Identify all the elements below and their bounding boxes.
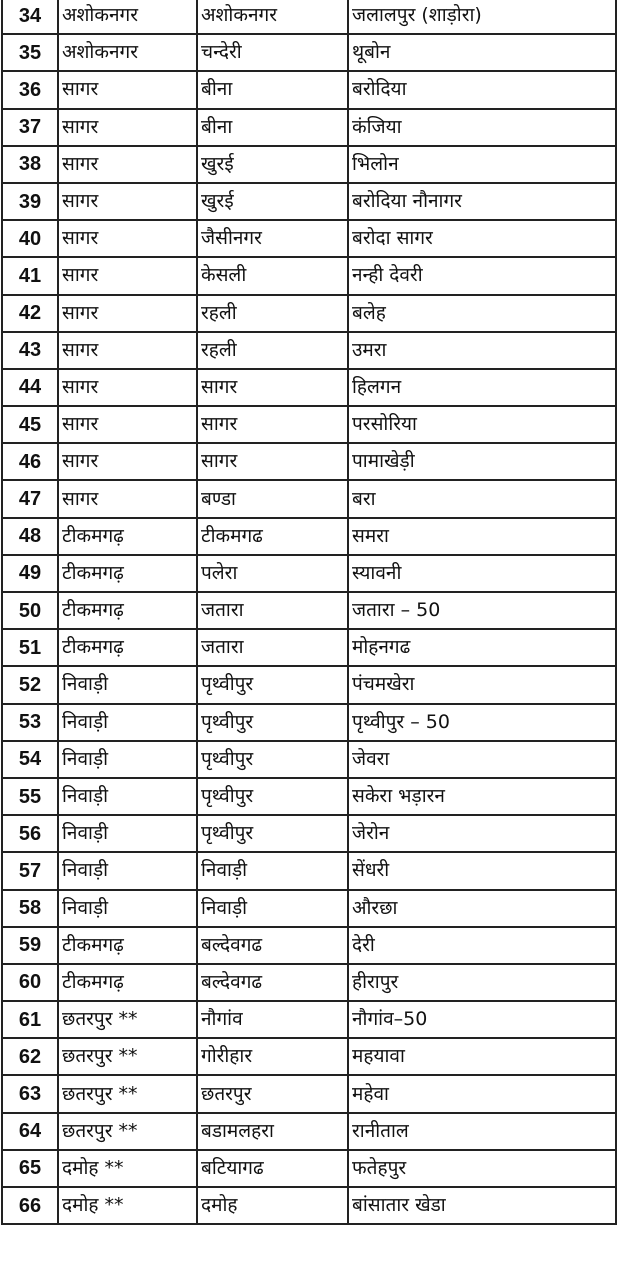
block-cell: बीना xyxy=(197,109,348,146)
district-cell: छतरपुर ** xyxy=(58,1075,197,1112)
table-row xyxy=(2,555,616,592)
block-cell: पृथ्वीपुर xyxy=(197,815,348,852)
district-cell: सागर xyxy=(58,480,197,517)
serial-number-cell: 58 xyxy=(2,890,58,927)
table-row xyxy=(2,1150,616,1187)
serial-number-cell: 51 xyxy=(2,629,58,666)
block-cell: जतारा xyxy=(197,629,348,666)
district-cell: दमोह ** xyxy=(58,1187,197,1224)
district-cell: टीकमगढ़ xyxy=(58,629,197,666)
place-cell: स्यावनी xyxy=(348,555,616,592)
place-cell: पंचमखेरा xyxy=(348,666,616,703)
block-cell: पृथ्वीपुर xyxy=(197,666,348,703)
block-cell: नौगांव xyxy=(197,1001,348,1038)
serial-number-cell: 42 xyxy=(2,295,58,332)
serial-number-cell: 53 xyxy=(2,704,58,741)
place-cell: जेवरा xyxy=(348,741,616,778)
place-cell: भिलोन xyxy=(348,146,616,183)
table-row xyxy=(2,964,616,1001)
table-row xyxy=(2,257,616,294)
district-cell: निवाड़ी xyxy=(58,666,197,703)
place-cell: बरा xyxy=(348,480,616,517)
place-cell: नन्ही देवरी xyxy=(348,257,616,294)
table-row xyxy=(2,443,616,480)
district-cell: सागर xyxy=(58,406,197,443)
place-cell: जलालपुर (शाड़ोरा) xyxy=(348,0,616,34)
district-cell: अशोकनगर xyxy=(58,0,197,34)
table-row xyxy=(2,1075,616,1112)
block-cell: केसली xyxy=(197,257,348,294)
serial-number-cell: 37 xyxy=(2,109,58,146)
place-cell: थूबोन xyxy=(348,34,616,71)
place-cell: पामाखेड़ी xyxy=(348,443,616,480)
district-cell: टीकमगढ़ xyxy=(58,555,197,592)
table-row xyxy=(2,852,616,889)
district-cell: टीकमगढ़ xyxy=(58,964,197,1001)
locations-table xyxy=(1,0,617,1225)
district-cell: छतरपुर ** xyxy=(58,1001,197,1038)
serial-number-cell: 60 xyxy=(2,964,58,1001)
table-row xyxy=(2,927,616,964)
table-row xyxy=(2,778,616,815)
table-row xyxy=(2,0,616,34)
table-row xyxy=(2,369,616,406)
district-cell: निवाड़ी xyxy=(58,778,197,815)
block-cell: छतरपुर xyxy=(197,1075,348,1112)
place-cell: देरी xyxy=(348,927,616,964)
serial-number-cell: 45 xyxy=(2,406,58,443)
table-row xyxy=(2,1038,616,1075)
serial-number-cell: 64 xyxy=(2,1113,58,1150)
block-cell: टीकमगढ xyxy=(197,518,348,555)
block-cell: चन्देरी xyxy=(197,34,348,71)
district-cell: टीकमगढ़ xyxy=(58,927,197,964)
serial-number-cell: 57 xyxy=(2,852,58,889)
serial-number-cell: 55 xyxy=(2,778,58,815)
district-cell: सागर xyxy=(58,369,197,406)
table-row xyxy=(2,480,616,517)
district-cell: टीकमगढ़ xyxy=(58,592,197,629)
district-cell: निवाड़ी xyxy=(58,704,197,741)
place-cell: कंजिया xyxy=(348,109,616,146)
block-cell: पृथ्वीपुर xyxy=(197,741,348,778)
table-row xyxy=(2,1001,616,1038)
serial-number-cell: 62 xyxy=(2,1038,58,1075)
district-cell: छतरपुर ** xyxy=(58,1038,197,1075)
place-cell: उमरा xyxy=(348,332,616,369)
block-cell: गोरीहार xyxy=(197,1038,348,1075)
table-row xyxy=(2,146,616,183)
place-cell: महयावा xyxy=(348,1038,616,1075)
block-cell: दमोह xyxy=(197,1187,348,1224)
place-cell: हीरापुर xyxy=(348,964,616,1001)
table-row xyxy=(2,332,616,369)
table-row xyxy=(2,109,616,146)
block-cell: खुरई xyxy=(197,146,348,183)
table-row xyxy=(2,815,616,852)
table-row xyxy=(2,666,616,703)
table-row xyxy=(2,183,616,220)
place-cell: महेवा xyxy=(348,1075,616,1112)
table-row xyxy=(2,890,616,927)
district-cell: सागर xyxy=(58,146,197,183)
serial-number-cell: 56 xyxy=(2,815,58,852)
place-cell: मोहनगढ xyxy=(348,629,616,666)
block-cell: बण्डा xyxy=(197,480,348,517)
district-cell: सागर xyxy=(58,295,197,332)
block-cell: पलेरा xyxy=(197,555,348,592)
place-cell: जेरोन xyxy=(348,815,616,852)
table-row xyxy=(2,704,616,741)
place-cell: नौगांव–50 xyxy=(348,1001,616,1038)
serial-number-cell: 50 xyxy=(2,592,58,629)
place-cell: पृथ्वीपुर – 50 xyxy=(348,704,616,741)
block-cell: सागर xyxy=(197,406,348,443)
place-cell: बरोदिया नौनागर xyxy=(348,183,616,220)
serial-number-cell: 66 xyxy=(2,1187,58,1224)
place-cell: औरछा xyxy=(348,890,616,927)
block-cell: निवाड़ी xyxy=(197,890,348,927)
table-row xyxy=(2,518,616,555)
district-cell: निवाड़ी xyxy=(58,890,197,927)
serial-number-cell: 61 xyxy=(2,1001,58,1038)
serial-number-cell: 47 xyxy=(2,480,58,517)
table-row xyxy=(2,220,616,257)
table-row xyxy=(2,592,616,629)
block-cell: पृथ्वीपुर xyxy=(197,704,348,741)
district-cell: सागर xyxy=(58,71,197,108)
block-cell: निवाड़ी xyxy=(197,852,348,889)
block-cell: बटियागढ xyxy=(197,1150,348,1187)
block-cell: खुरई xyxy=(197,183,348,220)
serial-number-cell: 41 xyxy=(2,257,58,294)
block-cell: अशोकनगर xyxy=(197,0,348,34)
district-cell: निवाड़ी xyxy=(58,852,197,889)
place-cell: रानीताल xyxy=(348,1113,616,1150)
table-row xyxy=(2,34,616,71)
serial-number-cell: 44 xyxy=(2,369,58,406)
place-cell: बलेह xyxy=(348,295,616,332)
place-cell: बरोदिया xyxy=(348,71,616,108)
place-cell: जतारा – 50 xyxy=(348,592,616,629)
place-cell: फतेहपुर xyxy=(348,1150,616,1187)
district-cell: सागर xyxy=(58,257,197,294)
district-cell: अशोकनगर xyxy=(58,34,197,71)
serial-number-cell: 54 xyxy=(2,741,58,778)
block-cell: जैसीनगर xyxy=(197,220,348,257)
serial-number-cell: 48 xyxy=(2,518,58,555)
place-cell: सेंधरी xyxy=(348,852,616,889)
place-cell: बांसातार खेडा xyxy=(348,1187,616,1224)
block-cell: रहली xyxy=(197,332,348,369)
place-cell: समरा xyxy=(348,518,616,555)
block-cell: सागर xyxy=(197,369,348,406)
serial-number-cell: 43 xyxy=(2,332,58,369)
block-cell: बीना xyxy=(197,71,348,108)
place-cell: परसोरिया xyxy=(348,406,616,443)
place-cell: बरोदा सागर xyxy=(348,220,616,257)
district-cell: निवाड़ी xyxy=(58,741,197,778)
table-row xyxy=(2,1187,616,1224)
serial-number-cell: 49 xyxy=(2,555,58,592)
serial-number-cell: 52 xyxy=(2,666,58,703)
block-cell: पृथ्वीपुर xyxy=(197,778,348,815)
district-cell: निवाड़ी xyxy=(58,815,197,852)
district-cell: सागर xyxy=(58,220,197,257)
serial-number-cell: 34 xyxy=(2,0,58,34)
table-row xyxy=(2,1113,616,1150)
serial-number-cell: 38 xyxy=(2,146,58,183)
place-cell: सकेरा भड़ारन xyxy=(348,778,616,815)
block-cell: बडामलहरा xyxy=(197,1113,348,1150)
place-cell: हिलगन xyxy=(348,369,616,406)
block-cell: रहली xyxy=(197,295,348,332)
serial-number-cell: 35 xyxy=(2,34,58,71)
table-row xyxy=(2,629,616,666)
district-cell: छतरपुर ** xyxy=(58,1113,197,1150)
district-cell: सागर xyxy=(58,332,197,369)
table-body xyxy=(2,0,616,1224)
block-cell: बल्देवगढ xyxy=(197,927,348,964)
table-row xyxy=(2,295,616,332)
district-cell: सागर xyxy=(58,443,197,480)
table-row xyxy=(2,741,616,778)
block-cell: जतारा xyxy=(197,592,348,629)
serial-number-cell: 40 xyxy=(2,220,58,257)
serial-number-cell: 36 xyxy=(2,71,58,108)
block-cell: सागर xyxy=(197,443,348,480)
serial-number-cell: 59 xyxy=(2,927,58,964)
district-cell: दमोह ** xyxy=(58,1150,197,1187)
serial-number-cell: 46 xyxy=(2,443,58,480)
serial-number-cell: 63 xyxy=(2,1075,58,1112)
table-row xyxy=(2,71,616,108)
table-row xyxy=(2,406,616,443)
serial-number-cell: 39 xyxy=(2,183,58,220)
district-cell: सागर xyxy=(58,109,197,146)
serial-number-cell: 65 xyxy=(2,1150,58,1187)
district-cell: सागर xyxy=(58,183,197,220)
block-cell: बल्देवगढ xyxy=(197,964,348,1001)
district-cell: टीकमगढ़ xyxy=(58,518,197,555)
